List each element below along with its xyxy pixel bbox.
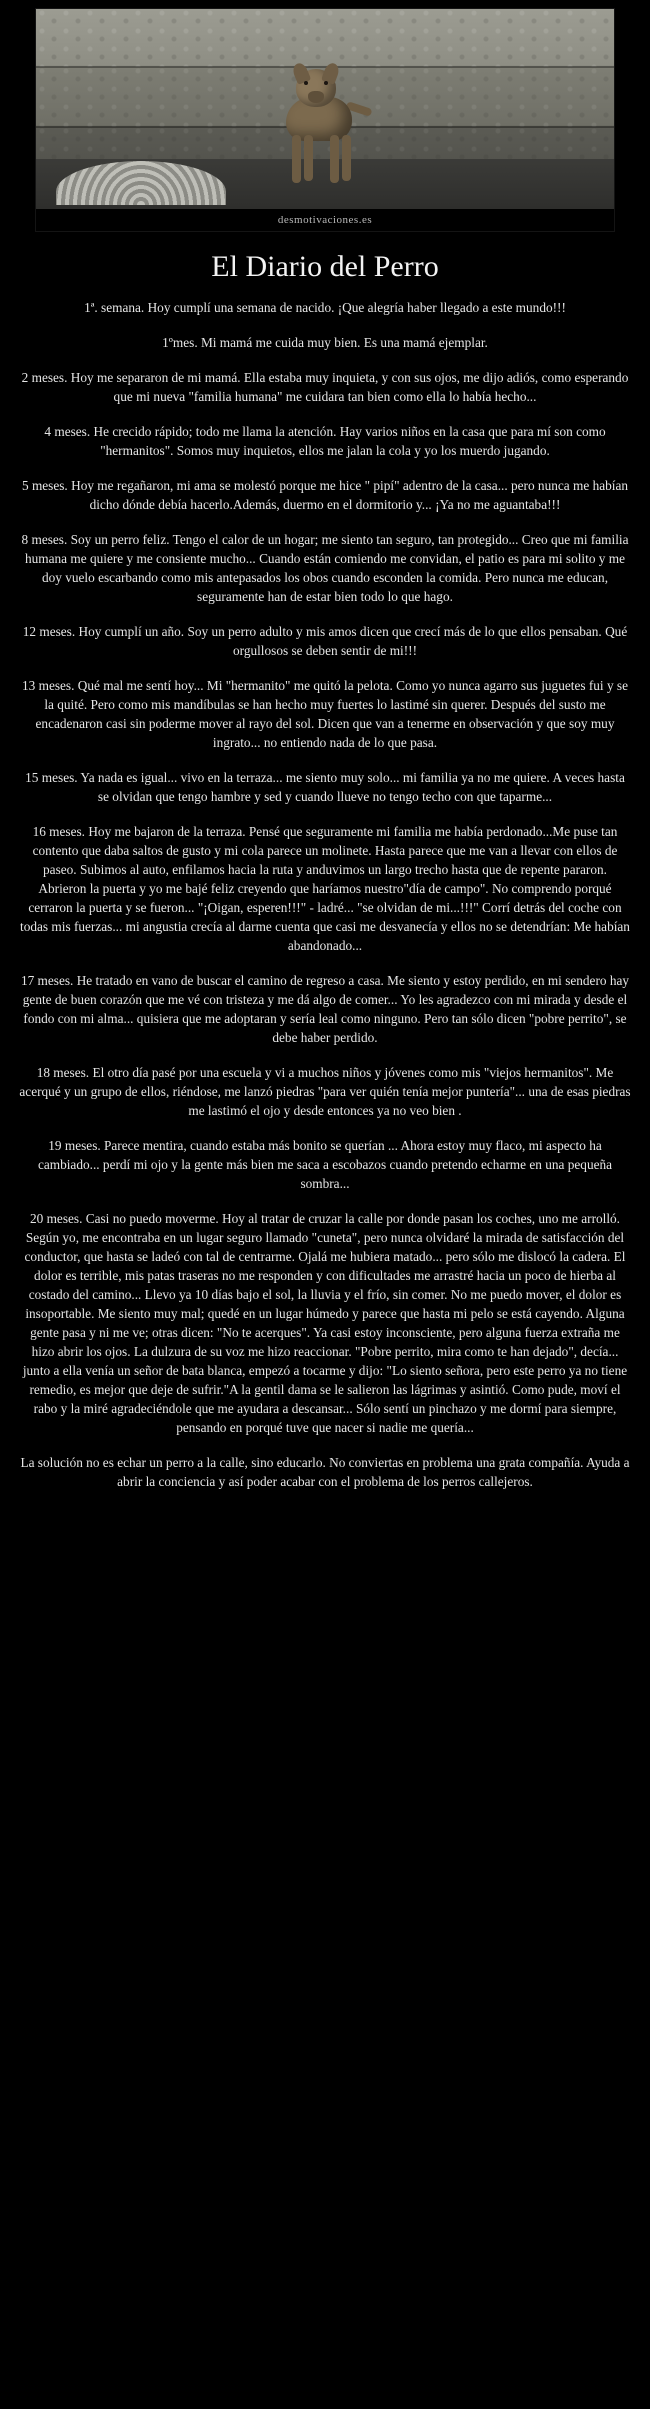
- paragraph-14: 20 meses. Casi no puedo moverme. Hoy al tratar de cruzar la calle por donde pasan los coches, uno me arrolló. Según yo, me encontraba en un lugar seguro llamado "cuneta", pero nunca olvidaré la mirada de satisfacción del conductor, que hasta se ladeó con tal de centrarme. Ojalá me hubiera matado... pero sólo me dislocó la cadera. El dolor es terrible, mis patas traseras no me responden y con dificultades me arrastré hacia un poco de hierba al costado del camino... Llevo ya 10 días bajo el sol, la lluvia y el frío, sin comer. No me puedo mover, el dolor es insoportable. Me siento muy mal; quedé en un lugar húmedo y parece que hasta mi pelo se está cayendo. Alguna gente pasa y ni me ve; otras dicen: "No te acerques". Ya casi estoy inconsciente, pero alguna fuerza extraña me hizo abrir los ojos. La dulzura de su voz me hizo reaccionar. "Pobre perrito, mira como te han dejado", decía... junto a ella venía un señor de bata blanca, empezó a tocarme y dijo: "Lo siento señora, pero este perro ya no tiene remedio, es mejor que deje de sufrir."A la gentil dama se le salieron las lágrimas y asintió. Como pude, moví el rabo y la miré agradeciéndole que me ayudara a descansar... Sólo sentí un pinchazo y me dormí para siempre, pensando en porqué tuve que nacer si nadie me quería...: [22, 1211, 628, 1435]
- paragraph-1: 1ª. semana. Hoy cumplí una semana de nacido. ¡Que alegría haber llegado a este mundo!!!: [84, 300, 566, 315]
- watermark-text: desmotivaciones.es: [277, 214, 373, 226]
- stray-dog-photo: [36, 9, 614, 209]
- paragraph-15-conclusion: La solución no es echar un perro a la calle, sino educarlo. No conviertas en problema una grata compañía. Ayuda a abrir la conciencia y así poder acabar con el problema de los perros callejeros.: [20, 1455, 630, 1489]
- dog-snout: [308, 91, 324, 103]
- paragraph-8: 13 meses. Qué mal me sentí hoy... Mi "hermanito" me quitó la pelota. Como yo nunca agarro sus juguetes fui y se la quité. Pero como mis mandíbulas se han hecho muy fuertes lo lastimé sin querer. Después del susto me encadenaron casi sin poderme mover al rayo del sol. Dicen que van a tenerme en observación y que soy muy ingrato... no entiendo nada de lo que pasa.: [21, 678, 628, 750]
- dog-leg-back-right: [342, 135, 351, 181]
- paragraph-3: 2 meses. Hoy me separaron de mi mamá. Ella estaba muy inquieta, y con sus ojos, me dijo adiós, como esperando que mi nueva "familia humana" me cuidara tan bien como ella lo había hecho...: [21, 370, 629, 404]
- photo-card: [35, 8, 615, 232]
- paragraph-7: 12 meses. Hoy cumplí un año. Soy un perro adulto y mis amos dicen que crecí más de lo que ellos pensaban. Qué orgullosos se deben sentir de mi!!!: [22, 624, 628, 658]
- dog-eye-right: [324, 81, 328, 85]
- paragraph-2: 1ºmes. Mi mamá me cuida muy bien. Es una mamá ejemplar.: [162, 335, 488, 350]
- pavement-texture-top: [36, 9, 614, 67]
- paragraph-9: 15 meses. Ya nada es igual... vivo en la terraza... me siento muy solo... mi familia ya no me quiere. A veces hasta se olvidan que tengo hambre y sed y cuando llueve no tengo techo con que taparme...: [25, 770, 625, 804]
- watermark-bar: [36, 209, 614, 231]
- dog-leg-front-right: [304, 135, 313, 181]
- dog-eye-left: [304, 81, 308, 85]
- story-body: [19, 298, 631, 1519]
- paragraph-12: 18 meses. El otro día pasé por una escuela y vi a muchos niños y jóvenes como mis "viejos hermanitos". Me acerqué y un grupo de ellos, riéndose, me lanzó piedras "para ver quién tenía mejor puntería"... una de esas piedras me lastimó el ojo y desde entonces ya no veo bien .: [19, 1065, 631, 1118]
- paragraph-13: 19 meses. Parece mentira, cuando estaba más bonito se querían ... Ahora estoy muy flaco, mi aspecto ha cambiado... perdí mi ojo y la gente más bien me saca a escobazos cuando pretendo echarme en una pequeña sombra...: [37, 1138, 613, 1191]
- paragraph-5: 5 meses. Hoy me regañaron, mi ama se molestó porque me hice " pipí" adentro de la casa... pero nunca me habían dicho dónde debía hacerlo.Además, duermo en el dormitorio y... ¡Ya no me aguantaba!!!: [21, 478, 629, 512]
- paragraph-11: 17 meses. He tratado en vano de buscar el camino de regreso a casa. Me siento y estoy perdido, en mi sendero hay gente de buen corazón que me vé con tristeza y me dá algo de comer... Yo les agradezco con mi mirada y desde el fondo con mi alma... quisiera que me adoptaran y sería leal como ninguno. Pero tan sólo dicen "pobre perrito", se debe haber perdido.: [20, 973, 630, 1045]
- page-title: El Diario del Perro: [211, 250, 439, 283]
- dog-leg-front-left: [292, 135, 301, 183]
- dog-figure: [268, 61, 378, 193]
- paragraph-6: 8 meses. Soy un perro feliz. Tengo el calor de un hogar; me siento tan seguro, tan protegido... Creo que mi familia humana me quiere y me consiente mucho... Cuando están comiendo me convidan, el patio es para mi solito y me doy vuelo escarbando como mis antepasados los obos cuando esconden la comida. Pero nunca me educan, seguramente han de estar bien todo lo que hago.: [21, 532, 629, 604]
- paragraph-10: 16 meses. Hoy me bajaron de la terraza. Pensé que seguramente mi familia me había perdonado...Me puse tan contento que daba saltos de gusto y mi cola parece un molinete. Hasta parece que me van a llevar con ellos de paseo. Subimos al auto, enfilamos hacia la ruta y anduvimos un largo trecho hasta que de repente pararon. Abrieron la puerta y yo me bajé feliz creyendo que haríamos nuestro"día de campo". No comprendo porqué cerraron la puerta y se fueron... "¡Oigan, esperen!!!" - ladré... "se olvidan de mi...!!!" Corrí detrás del coche con todas mis fuerzas... mi angustia crecía al darme cuenta que casi me desvanecía y ellos no se detendrían: Me habían abandonado...: [20, 824, 630, 953]
- paragraph-4: 4 meses. He crecido rápido; todo me llama la atención. Hay varios niños en la casa que para mí son como "hermanitos". Somos muy inquietos, ellos me jalan la cola y yo los muerdo jugando.: [44, 424, 606, 458]
- dog-leg-back-left: [330, 135, 339, 183]
